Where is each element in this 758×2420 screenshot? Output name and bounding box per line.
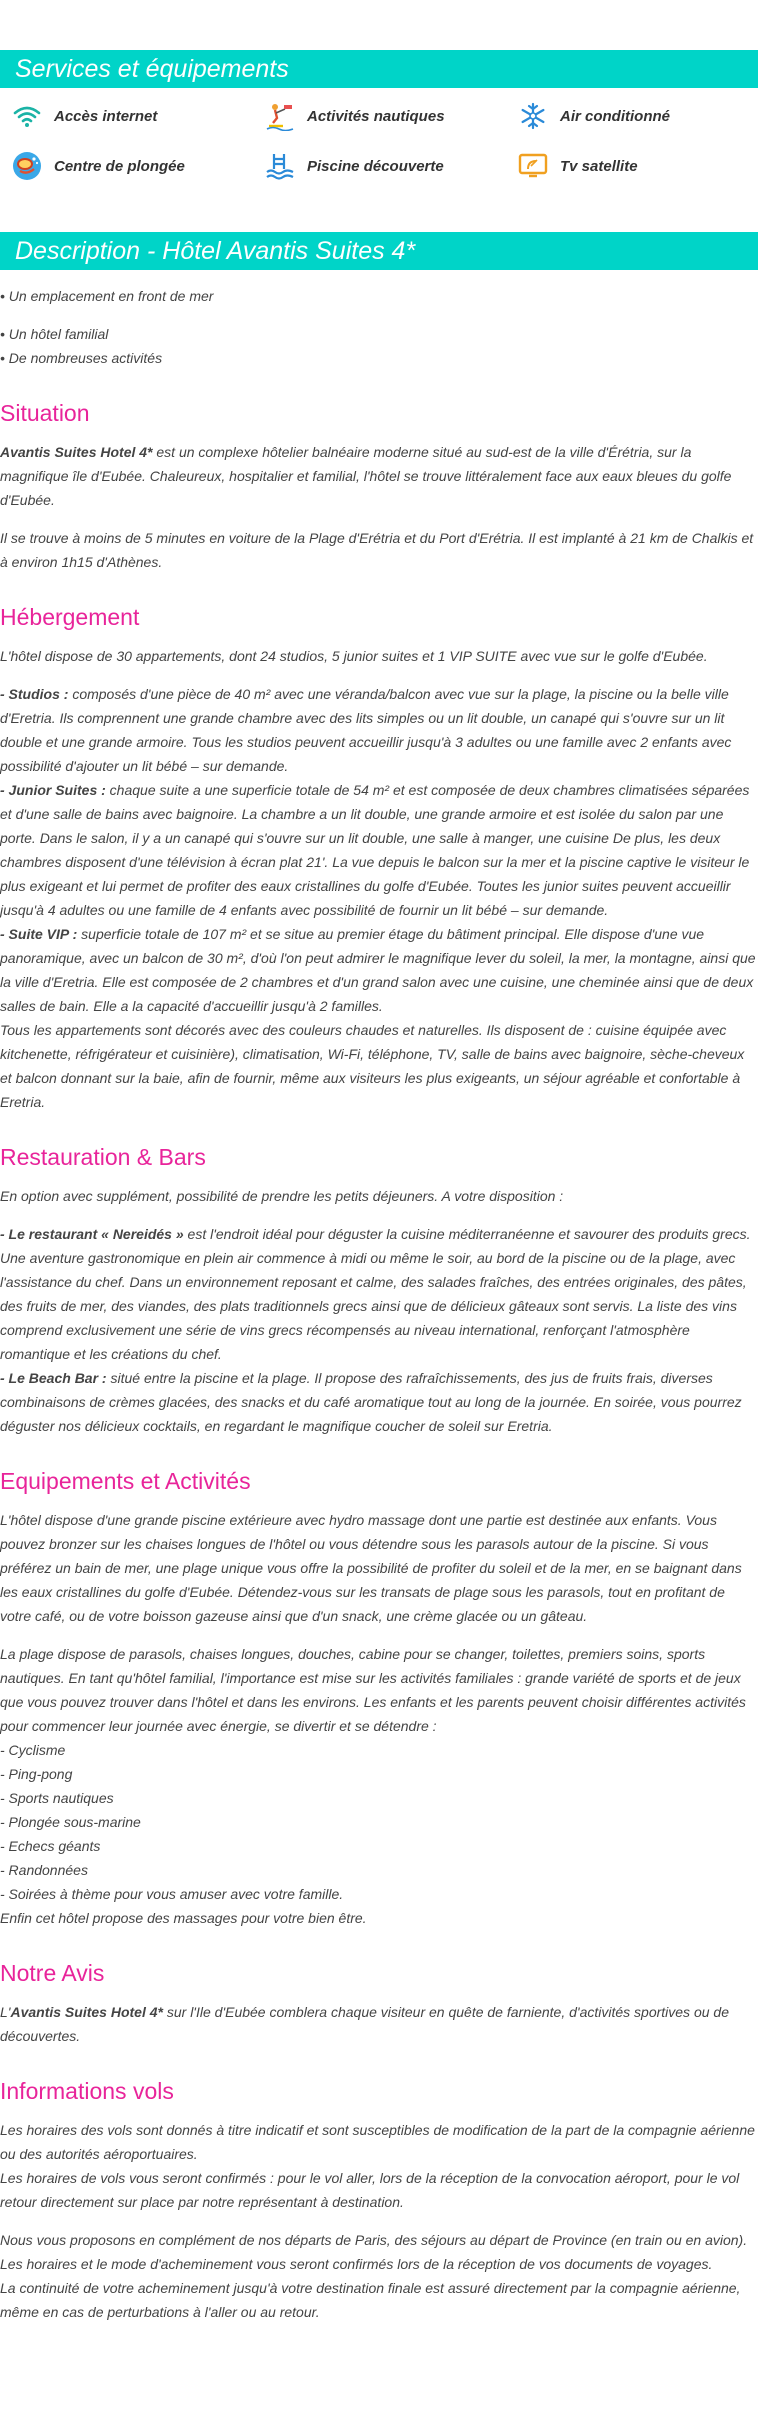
services-title: Services et équipements xyxy=(15,55,289,83)
equipements-closing: Enfin cet hôtel propose des massages pour votre bien être. xyxy=(0,1910,367,1926)
list-item: • Un hôtel familial xyxy=(0,326,109,342)
equipements-paragraph: L'hôtel dispose d'une grande piscine extérieure avec hydro massage dont une partie est destinée aux enfants. Vous pouvez bronzer sur les chaises longues de l'hôtel ou vous détendre sous les parasols autour de la piscine. Si vous préférez un bain de mer, une plage unique vous offre la possibilité de profiter du soleil et de la mer, en se baignant dans les eaux cristallines du golfe d'Eubée. Détendez-vous sur les transats de plage sous les parasols, tout en profitant de votre café, ou de votre boisson gazeuse ainsi que d'un snack, une crème glacée ou un gâteau. xyxy=(0,1512,742,1624)
vols-line: Nous vous proposons en complément de nos départs de Paris, des séjours au départ de Province (en train ou en avion). xyxy=(0,2232,748,2248)
studios-paragraph: - Studios : composés d'une pièce de 40 m² avec une véranda/balcon avec vue sur la plage, la piscine ou la belle ville d'Eretria. Ils comprennent une grande chambre avec des lits simples ou un lit double, un canapé qui s'ouvre sur un lit double et une grande armoire. Tous les studios peuvent accueillir jusqu'à 3 adultes ou une famille avec 2 enfants avec possibilité d'ajouter un lit bébé – sur demande. xyxy=(0,686,732,774)
hebergement-intro: L'hôtel dispose de 30 appartements, dont 24 studios, 5 junior suites et 1 VIP SUITE avec vue sur le golfe d'Eubée. xyxy=(0,648,708,664)
restauration-heading: Restauration & Bars xyxy=(0,1144,206,1170)
vols-line: Les horaires et le mode d'acheminement vous seront confirmés lors de la réception de vos documents de voyages. xyxy=(0,2256,713,2272)
satellite-tv-icon xyxy=(518,151,548,181)
description-title: Description - Hôtel Avantis Suites 4* xyxy=(15,237,416,265)
list-item: - Randonnées xyxy=(0,1862,88,1878)
vols-line: Les horaires de vols vous seront confirmés : pour le vol aller, lors de la réception de la convocation aéroport, pour le vol retour directement sur place par notre représentant à destination. xyxy=(0,2170,740,2210)
service-water-sports: Activités nautiques xyxy=(265,102,518,130)
description-banner xyxy=(0,232,758,270)
vols-line: Les horaires des vols sont donnés à titre indicatif et sont susceptibles de modification de la part de la compagnie aérienne ou des autorités aéroportuaires. xyxy=(0,2122,755,2162)
list-item: - Ping-pong xyxy=(0,1766,73,1782)
list-item: - Soirées à thème pour vous amuser avec votre famille. xyxy=(0,1886,344,1902)
vols-line: La continuité de votre acheminement jusqu'à votre destination finale est assuré directement par la compagnie aérienne, même en cas de perturbations à l'aller ou au retour. xyxy=(0,2280,741,2320)
services-grid xyxy=(0,88,758,180)
vip-suite-paragraph: - Suite VIP : superficie totale de 107 m² et se situe au premier étage du bâtiment principal. Elle dispose d'une vue panoramique, avec un balcon de 30 m², d'où l'on peut admirer le magnifique lever du soleil, la mer, la montagne, ainsi que la ville d'Eretria. Elle est composée de 2 chambres et d'un grand salon avec une cuisine, une cheminée ainsi que de deux salles de bain. Elle a la capacité d'accueillir jusqu'à 2 familles. xyxy=(0,926,756,1014)
list-item: - Cyclisme xyxy=(0,1742,66,1758)
pool-icon xyxy=(265,151,295,181)
hebergement-heading: Hébergement xyxy=(0,604,140,630)
service-satellite-tv: Tv satellite xyxy=(518,152,758,180)
service-air-conditioning: Air conditionné xyxy=(518,102,758,130)
water-ski-icon xyxy=(265,101,295,131)
junior-suites-paragraph: - Junior Suites : chaque suite a une superficie totale de 54 m² et est composée de deux chambres climatisées séparées et d'une salle de bains avec baignoire. La chambre a un lit double, une grande armoire et est isolée du salon par une porte. Dans le salon, il y a un canapé qui s'ouvre sur un lit double, une salle à manger, une cuisine De plus, les deux chambres disposent d'une télévision à écran plat 21'. La vue depuis le balcon sur la mer et la piscine captive le visiteur le plus exigeant et lui permet de profiter des eaux cristallines du golfe d'Eubée. Toutes les junior suites peuvent accueillir jusqu'à 4 adultes ou une famille de 4 enfants avec possibilité de fournir un lit bébé – sur demande. xyxy=(0,782,750,918)
description-content xyxy=(0,284,758,2324)
snowflake-icon xyxy=(518,101,548,131)
list-item: - Plongée sous-marine xyxy=(0,1814,141,1830)
service-diving: Centre de plongée xyxy=(12,152,265,180)
diving-icon xyxy=(12,151,42,181)
services-banner xyxy=(0,50,758,88)
equipements-paragraph: La plage dispose de parasols, chaises longues, douches, cabine pour se changer, toilettes, premiers soins, sports nautiques. En tant qu'hôtel familial, l'importance est mise sur les activités familiales : grande variété de sports et de jeux que vous pouvez trouver dans l'hôtel et dans les environs. Les enfants et les parents peuvent choisir différentes activités pour commencer leur journée avec énergie, se divertir et se détendre : xyxy=(0,1646,746,1734)
restaurant-paragraph: - Le restaurant « Nereidés » est l'endroit idéal pour déguster la cuisine méditerranéenne et savourer des produits grecs. Une aventure gastronomique en plein air commence à midi ou même le soir, au bord de la piscine ou de la plage, avec l'assistance du chef. Dans un environnement reposant et calme, des salades fraîches, des entrées originales, des pâtes, des fruits de mer, des viandes, des plats traditionnels grecs ainsi que de délicieux gâteaux sont servis. La liste des vins comprend exclusivement une série de vins grecs récompensés au niveau international, renforçant l'atmosphère romantique et les créations du chef. xyxy=(0,1226,751,1362)
avis-heading: Notre Avis xyxy=(0,1960,105,1986)
service-pool: Piscine découverte xyxy=(265,152,518,180)
list-item: - Echecs géants xyxy=(0,1838,101,1854)
wifi-icon xyxy=(12,101,42,131)
list-item: - Sports nautiques xyxy=(0,1790,114,1806)
situation-heading: Situation xyxy=(0,400,90,426)
equipements-heading: Equipements et Activités xyxy=(0,1468,251,1494)
list-item: • Un emplacement en front de mer xyxy=(0,288,214,304)
vols-heading: Informations vols xyxy=(0,2078,174,2104)
list-item: • De nombreuses activités xyxy=(0,350,163,366)
service-internet: Accès internet xyxy=(12,102,265,130)
situation-paragraph: Avantis Suites Hotel 4* est un complexe hôtelier balnéaire moderne situé au sud-est de la ville d'Érétria, sur la magnifique île d'Eubée. Chaleureux, hospitalier et familial, l'hôtel se trouve littéralement face aux eaux bleues du golfe d'Eubée. xyxy=(0,444,732,508)
situation-paragraph: Il se trouve à moins de 5 minutes en voiture de la Plage d'Erétria et du Port d'Erétria. Il est implanté à 21 km de Chalkis et à environ 1h15 d'Athènes. xyxy=(0,530,754,570)
avis-paragraph: L'Avantis Suites Hotel 4* sur l'Ile d'Eubée comblera chaque visiteur en quête de farniente, d'activités sportives ou de découvertes. xyxy=(0,2004,729,2044)
hebergement-outro: Tous les appartements sont décorés avec des couleurs chaudes et naturelles. Ils disposent de : cuisine équipée avec kitchenette, réfrigérateur et cuisinière), climatisation, Wi-Fi, téléphone, TV, salle de bains avec baignoire, sèche-cheveux et balcon donnant sur la baie, afin de fournir, même aux visiteurs les plus exigeants, un séjour agréable et confortable à Eretria. xyxy=(0,1022,745,1110)
activities-list xyxy=(0,1738,756,1906)
highlights-list xyxy=(0,284,756,370)
beach-bar-paragraph: - Le Beach Bar : situé entre la piscine et la plage. Il propose des rafraîchissements, des jus de fruits frais, diverses combinaisons de crèmes glacées, des snacks et du café aromatique tout au long de la journée. En soirée, vous pourrez déguster nos délicieux cocktails, en regardant le magnifique coucher de soleil sur Eretria. xyxy=(0,1370,742,1434)
page xyxy=(0,50,758,2324)
restauration-intro: En option avec supplément, possibilité de prendre les petits déjeuners. A votre disposition : xyxy=(0,1188,564,1204)
